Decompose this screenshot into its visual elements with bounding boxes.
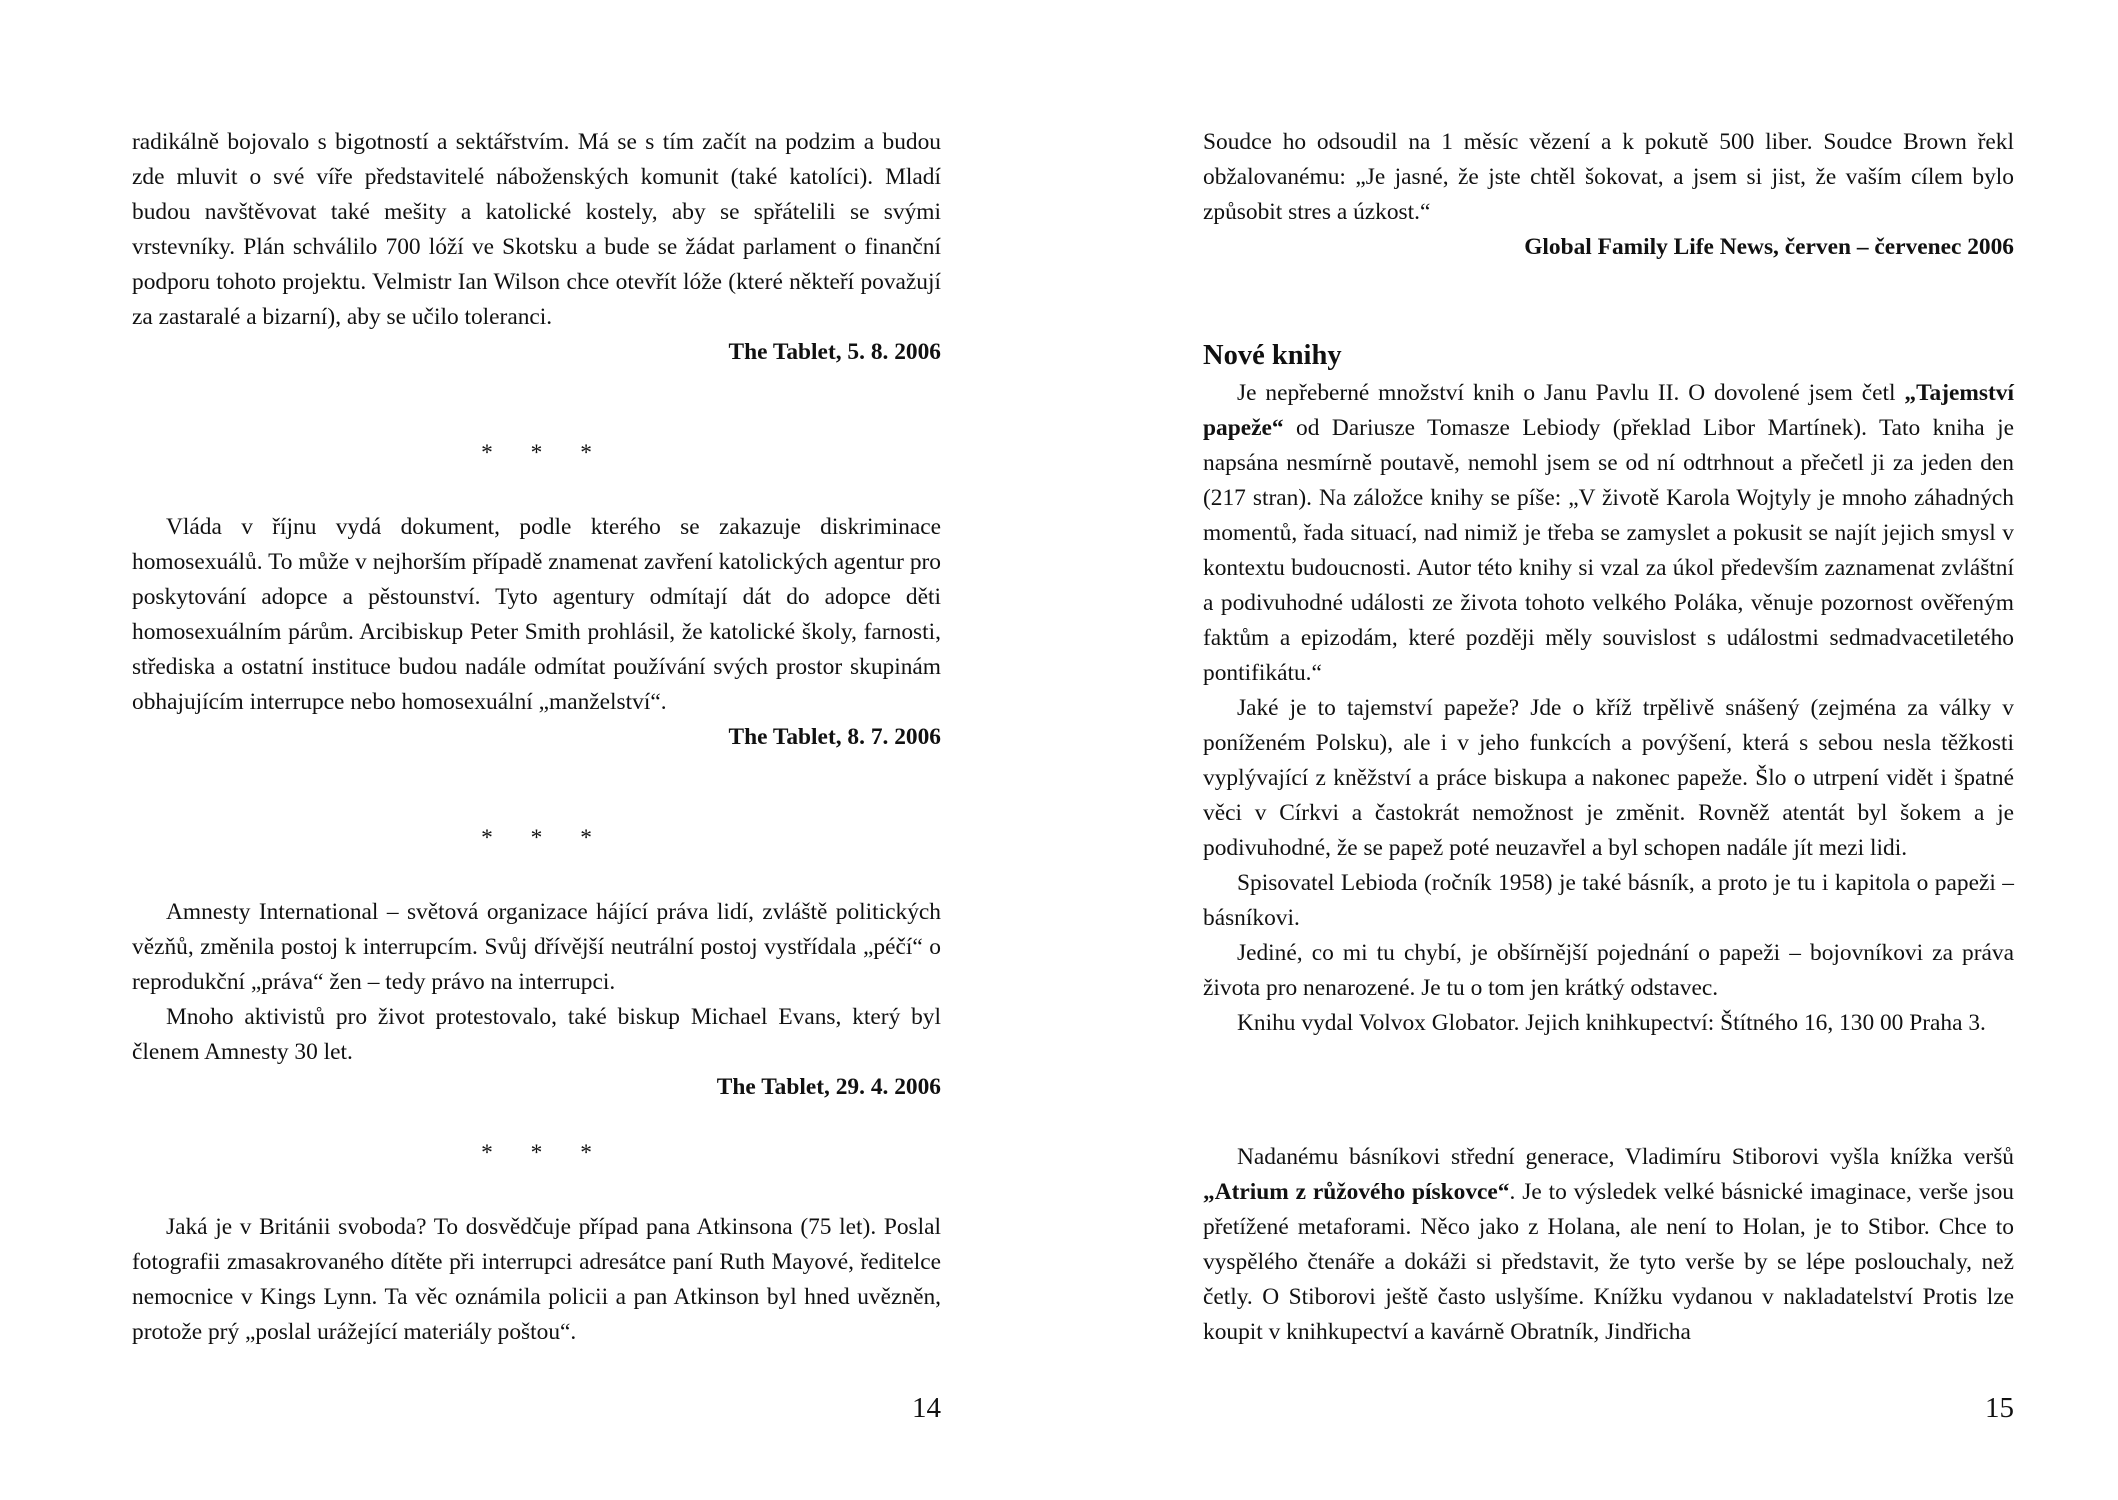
article-source: The Tablet, 8. 7. 2006	[728, 724, 941, 750]
article-text: Amnesty International – světová organizace hájící práva lidí, zvláště politických vězňů, změnila postoj k interrupcím. Svůj dřívější neutrální postoj vystřídala „péčí“ o reprodukční „práva“ žen – tedy právo na interrupci.	[132, 899, 941, 995]
article-atkinson	[132, 1210, 941, 1350]
article-text: Soudce ho odsoudil na 1 měsíc vězení a k pokutě 500 liber. Soudce Brown řekl obžalovanému: „Je jasné, že jste chtěl šokovat, a jsem si jist, že vaším cílem bylo způsobit stres a úzkost.“	[1203, 129, 2014, 225]
article-text: Mnoho aktivistů pro život protestovalo, také biskup Michael Evans, který byl členem Amnesty 30 let.	[132, 1004, 941, 1065]
review-text: . Je to výsledek velké básnické imaginace, verše jsou přetížené metaforami. Něco jako z Holana, ale není to Holan, je to Stibor. Chce to vyspělého čtenáře a dokáži si představit, že tyto verše by se lépe poslouchaly, než četly. O Stiborovi ještě často uslyšíme. Knížku vydanou v nakladatelství Protis lze koupit v knihkupectví a kavárně Obratník, Jindřicha	[1203, 1179, 2014, 1345]
review-text: od Dariusze Tomasze Lebiody (překlad Libor Martínek). Tato kniha je napsána nesmírně poutavě, nemohl jsem se od ní odtrhnout a přečetl ji za jeden den (217 stran). Na záložce knihy se píše: „V životě Karola Wojtyly je mnoho záhadných momentů, řada situací, nad nimiž je třeba se zamyslet a pokusit se najít jejich smysl v kontextu budoucnosti. Autor této knihy si vzal za úkol především zaznamenat zvláštní a podivuhodné události ze života tohoto velkého Poláka, věnuje pozornost ověřeným faktům a epizodám, které později měly souvislost s událostmi sedmadvacetiletého pontifikátu.“	[1203, 415, 2014, 686]
books-section	[1203, 336, 2014, 1041]
book-review-paragraph	[1203, 1140, 2014, 1350]
article-source: The Tablet, 5. 8. 2006	[728, 339, 941, 365]
book-review-paragraph: Jaké je to tajemství papeže? Jde o kříž trpělivě snášený (zejména za války v poníženém Polsku), ale i v jeho funkcích a povýšení, která s sebou nesla těžkosti vyplývající z kněžství a práce biskupa a nakonec papeže. Šlo o utrpení vidět i špatné věci v Církvi a častokrát nemožnost je změnit. Rovněž atentát byl šokem a je podivuhodné, že se papež poté neuzavřel a byl schopen nadále jít mezi lidi.	[1203, 695, 2014, 861]
book-review-paragraph: Knihu vydal Volvox Globator. Jejich knihkupectví: Štítného 16, 130 00 Praha 3.	[1237, 1010, 1986, 1036]
page-number: 15	[1985, 1392, 2014, 1424]
section-heading: Nové knihy	[1203, 340, 1342, 371]
book-review-paragraph	[1203, 376, 2014, 691]
book-title: „Tajemství papeže“	[1203, 380, 2014, 441]
article-text: radikálně bojovalo s bigotností a sektářstvím. Má se s tím začít na podzim a budou zde mluvit o své víře představitelé náboženských komunit (také katolíci). Mladí budou navštěvovat také mešity a katolické kostely, aby se spřátelili se svými vrstevníky. Plán schválilo 700 lóží ve Skotsku a bude se žádat parlament o finanční podporu tohoto projektu. Velmistr Ian Wilson chce otevřít lóže (které někteří považují za zastaralé a bizarní), aby se učilo toleranci.	[132, 129, 941, 330]
right-page	[1203, 0, 2014, 1500]
article-atkinson-continued	[1203, 125, 2014, 265]
left-page	[132, 0, 941, 1500]
book-title: „Atrium z růžového pískovce“	[1203, 1179, 1510, 1205]
page-number: 14	[912, 1392, 941, 1424]
review-text: Je nepřeberné množství knih o Janu Pavlu II. O dovolené jsem četl	[1237, 380, 1905, 406]
section-separator: * * *	[481, 440, 608, 466]
article-freemasons	[132, 125, 941, 370]
article-text: Vláda v říjnu vydá dokument, podle kterého se zakazuje diskriminace homosexuálů. To může v nejhorším případě znamenat zavření katolických agentur pro poskytování adopce a pěstounství. Tyto agentury odmítají dát do adopce děti homosexuálním párům. Arcibiskup Peter Smith prohlásil, že katolické školy, farnosti, střediska a ostatní instituce budou nadále odmítat používání svých prostor skupinám obhajujícím interrupce nebo homosexuální „manželství“.	[132, 514, 941, 715]
book-review-stibor	[1203, 1140, 2014, 1350]
section-separator: * * *	[481, 1140, 608, 1166]
article-source: The Tablet, 29. 4. 2006	[716, 1074, 941, 1100]
book-review-paragraph: Spisovatel Lebioda (ročník 1958) je také básník, a proto je tu i kapitola o papeži – básníkovi.	[1203, 870, 2014, 931]
review-text: Nadanému básníkovi střední generace, Vladimíru Stiborovi vyšla knížka veršů	[1237, 1144, 2014, 1170]
article-amnesty	[132, 895, 941, 1105]
section-separator: * * *	[481, 825, 608, 851]
book-review-paragraph: Jediné, co mi tu chybí, je obšírnější pojednání o papeži – bojovníkovi za práva života pro nenarozené. Je tu o tom jen krátký odstavec.	[1203, 940, 2014, 1001]
article-discrimination	[132, 510, 941, 755]
article-source: Global Family Life News, červen – červenec 2006	[1524, 234, 2014, 260]
article-text: Jaká je v Británii svoboda? To dosvědčuje případ pana Atkinsona (75 let). Poslal fotografii zmasakrovaného dítěte při interrupci adresátce paní Ruth Mayové, ředitelce nemocnice v Kings Lynn. Ta věc oznámila policii a pan Atkinson byl hned uvězněn, protože prý „poslal urážející materiály poštou“.	[132, 1214, 941, 1345]
